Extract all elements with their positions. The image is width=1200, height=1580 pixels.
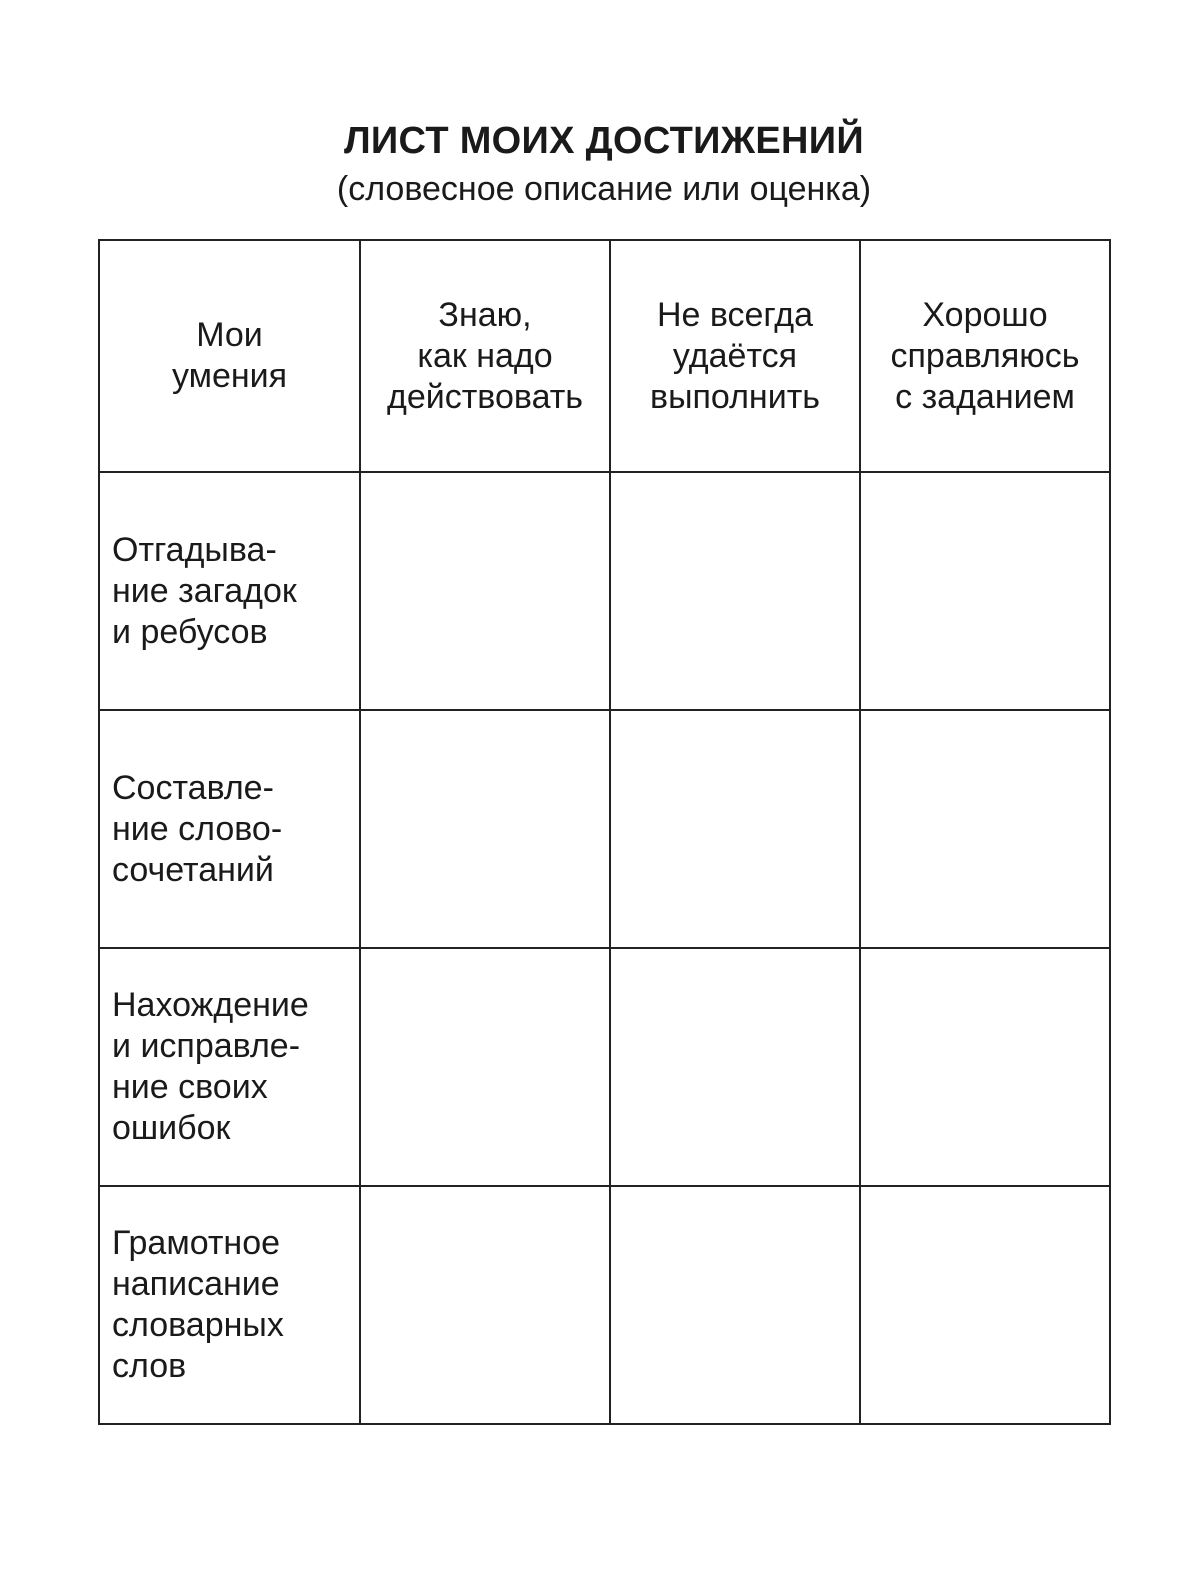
mark-cell-cope-well[interactable] — [860, 710, 1110, 948]
mark-cell-know-how[interactable] — [360, 948, 610, 1186]
header-know-how: Знаю, как надо действовать — [360, 240, 610, 472]
mark-cell-not-always[interactable] — [610, 1186, 860, 1424]
achievements-table — [98, 239, 1111, 1425]
mark-cell-not-always[interactable] — [610, 710, 860, 948]
table-row — [99, 710, 1110, 948]
table-row — [99, 1186, 1110, 1424]
page-subtitle: (словесное описание или оценка) — [336, 170, 872, 208]
skill-label: Грамотное написание словарных слов — [99, 1186, 360, 1424]
table-header-row — [99, 240, 1110, 472]
skill-label: Нахождение и исправле- ние своих ошибок — [99, 948, 360, 1186]
page-title: ЛИСТ МОИХ ДОСТИЖЕНИЙ — [343, 120, 865, 162]
mark-cell-not-always[interactable] — [610, 472, 860, 710]
mark-cell-not-always[interactable] — [610, 948, 860, 1186]
skill-label: Отгадыва- ние загадок и ребусов — [99, 472, 360, 710]
mark-cell-know-how[interactable] — [360, 1186, 610, 1424]
mark-cell-know-how[interactable] — [360, 710, 610, 948]
mark-cell-cope-well[interactable] — [860, 948, 1110, 1186]
header-cope-well: Хорошо справляюсь с заданием — [860, 240, 1110, 472]
mark-cell-cope-well[interactable] — [860, 472, 1110, 710]
mark-cell-cope-well[interactable] — [860, 1186, 1110, 1424]
table-row — [99, 948, 1110, 1186]
mark-cell-know-how[interactable] — [360, 472, 610, 710]
skill-label: Составле- ние слово- сочетаний — [99, 710, 360, 948]
header-not-always: Не всегда удаётся выполнить — [610, 240, 860, 472]
header-my-skills: Мои умения — [99, 240, 360, 472]
table-row — [99, 472, 1110, 710]
